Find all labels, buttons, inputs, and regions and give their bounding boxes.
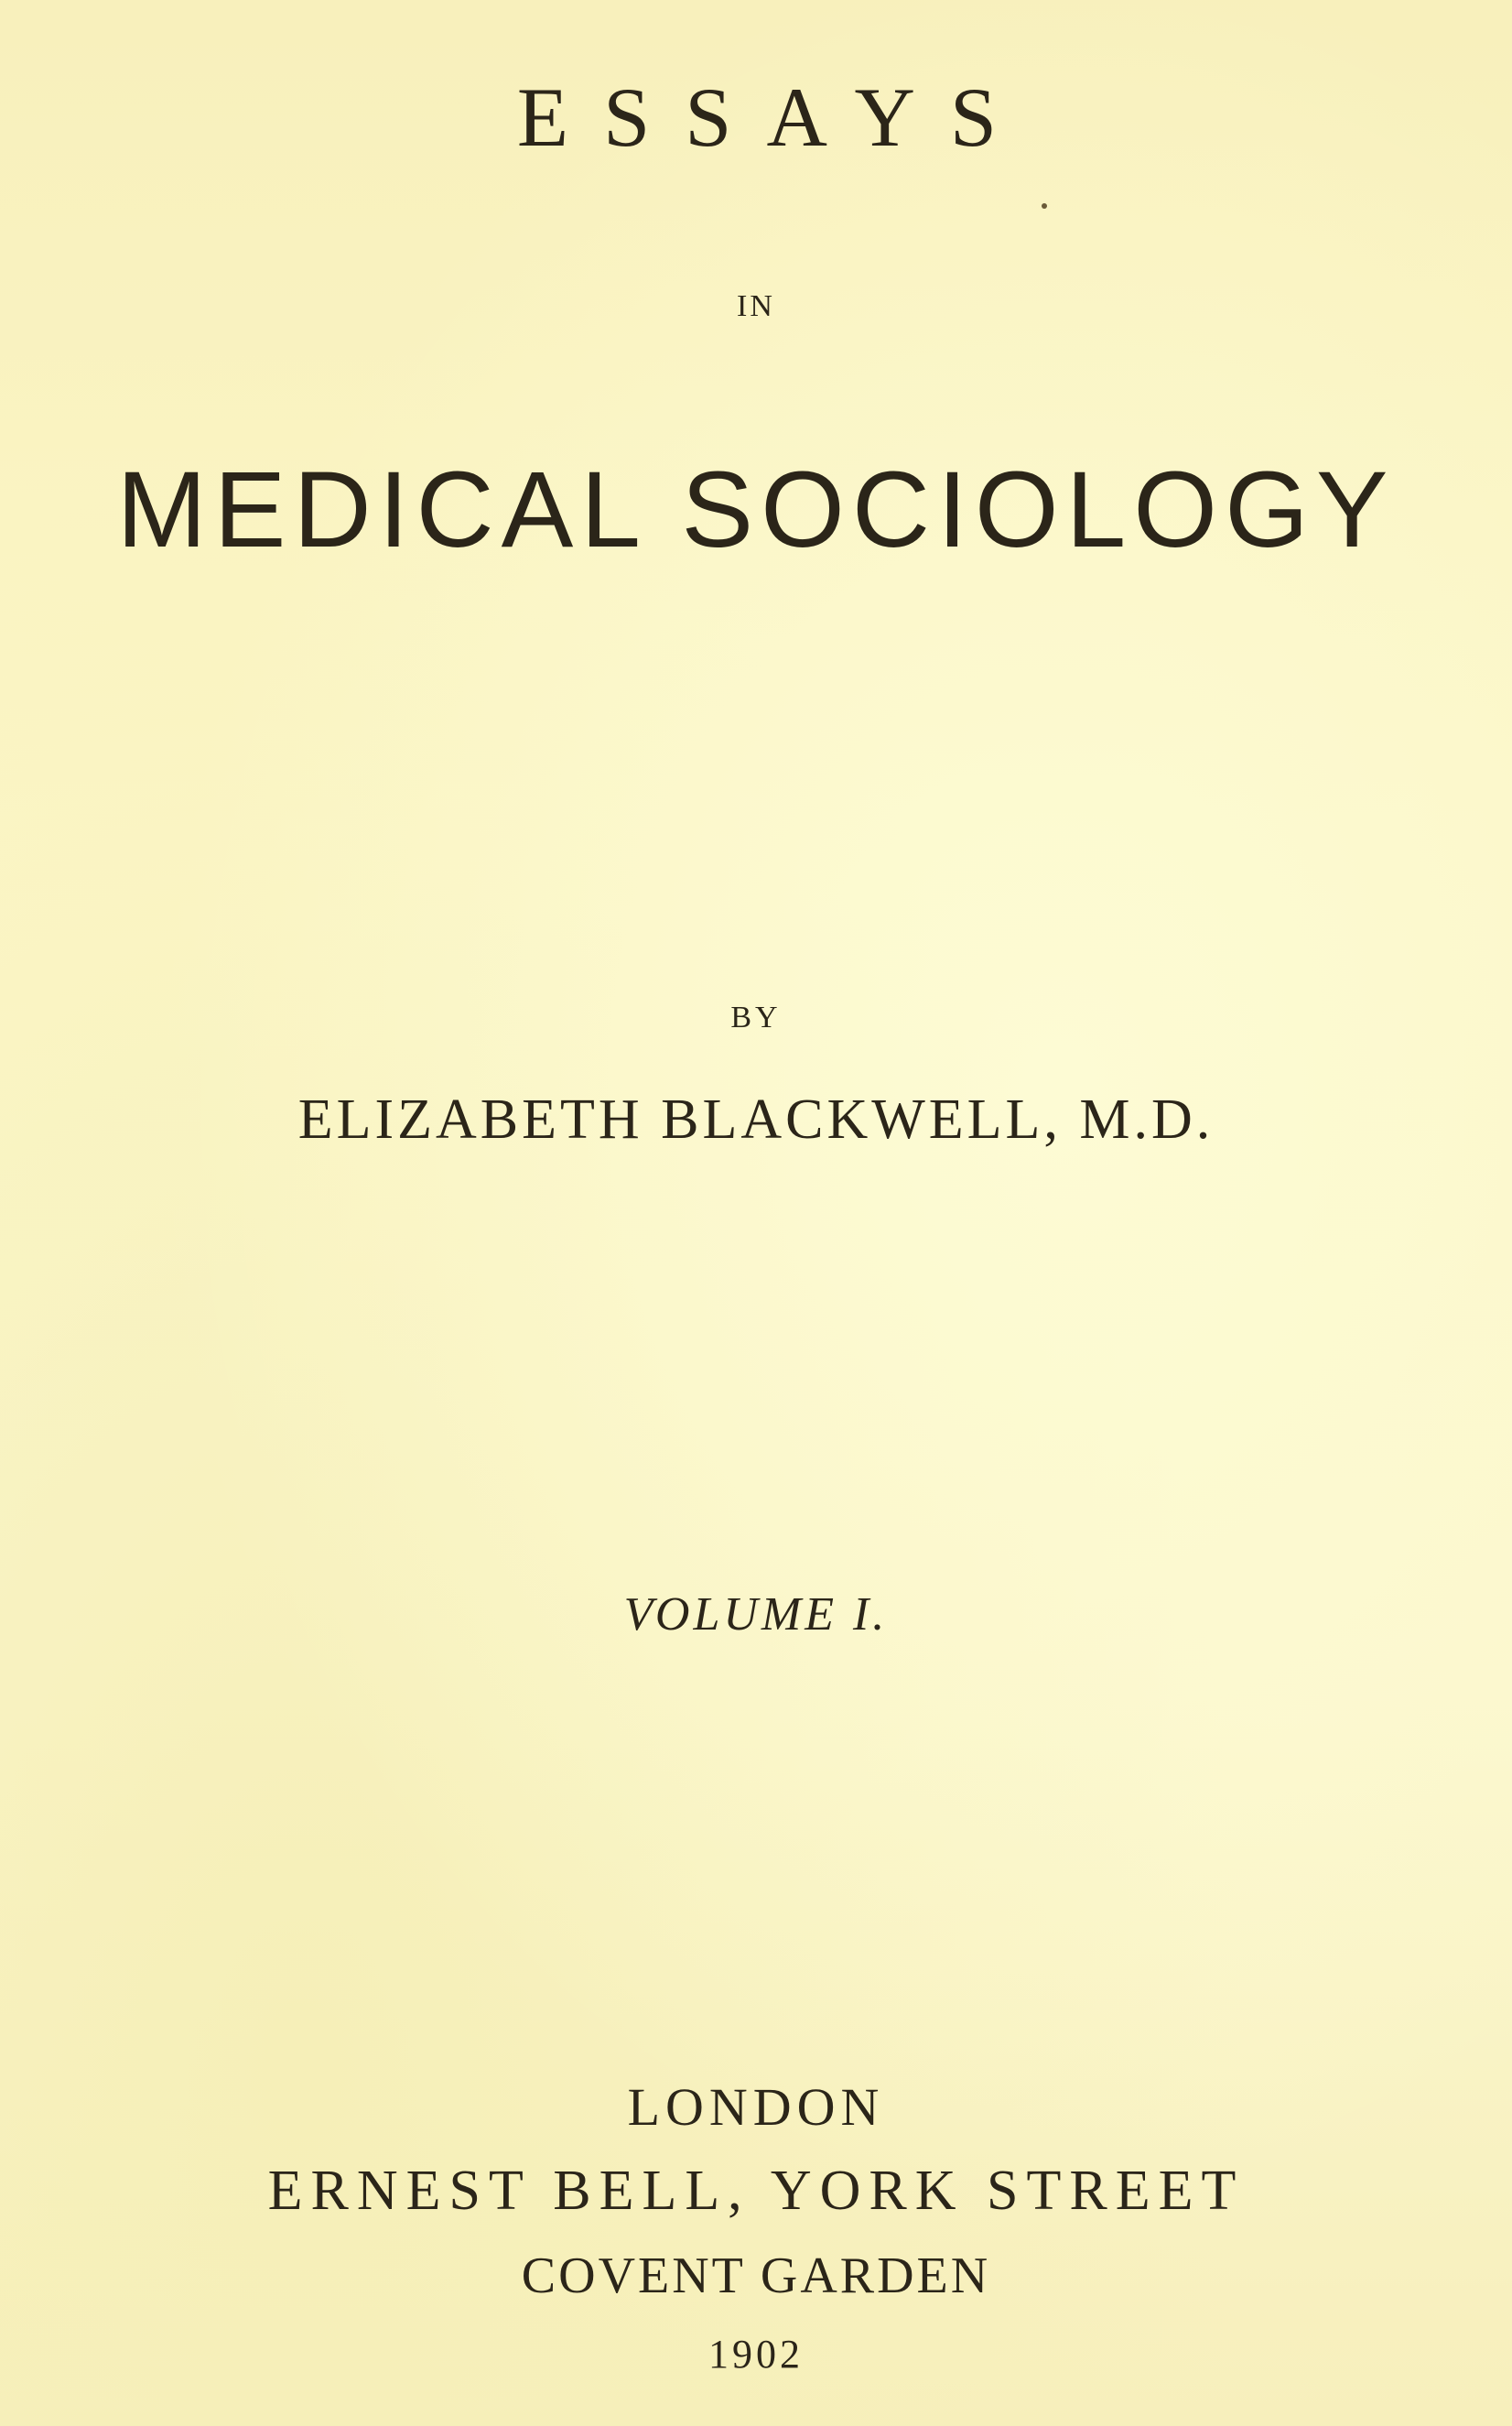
imprint-city: LONDON	[627, 2077, 885, 2137]
title-connector: IN	[737, 289, 775, 323]
imprint-district: COVENT GARDEN	[521, 2247, 991, 2304]
volume-label: VOLUME I.	[623, 1588, 889, 1641]
imprint-publisher: ERNEST BELL, YORK STREET	[267, 2160, 1245, 2222]
main-title: MEDICAL SOCIOLOGY	[116, 449, 1396, 570]
by-label: BY	[730, 1001, 782, 1034]
series-title: ESSAYS	[516, 70, 1032, 164]
author-name: ELIZABETH BLACKWELL, M.D.	[297, 1088, 1215, 1151]
paper-speck	[1042, 203, 1047, 209]
imprint-year: 1902	[708, 2332, 804, 2377]
